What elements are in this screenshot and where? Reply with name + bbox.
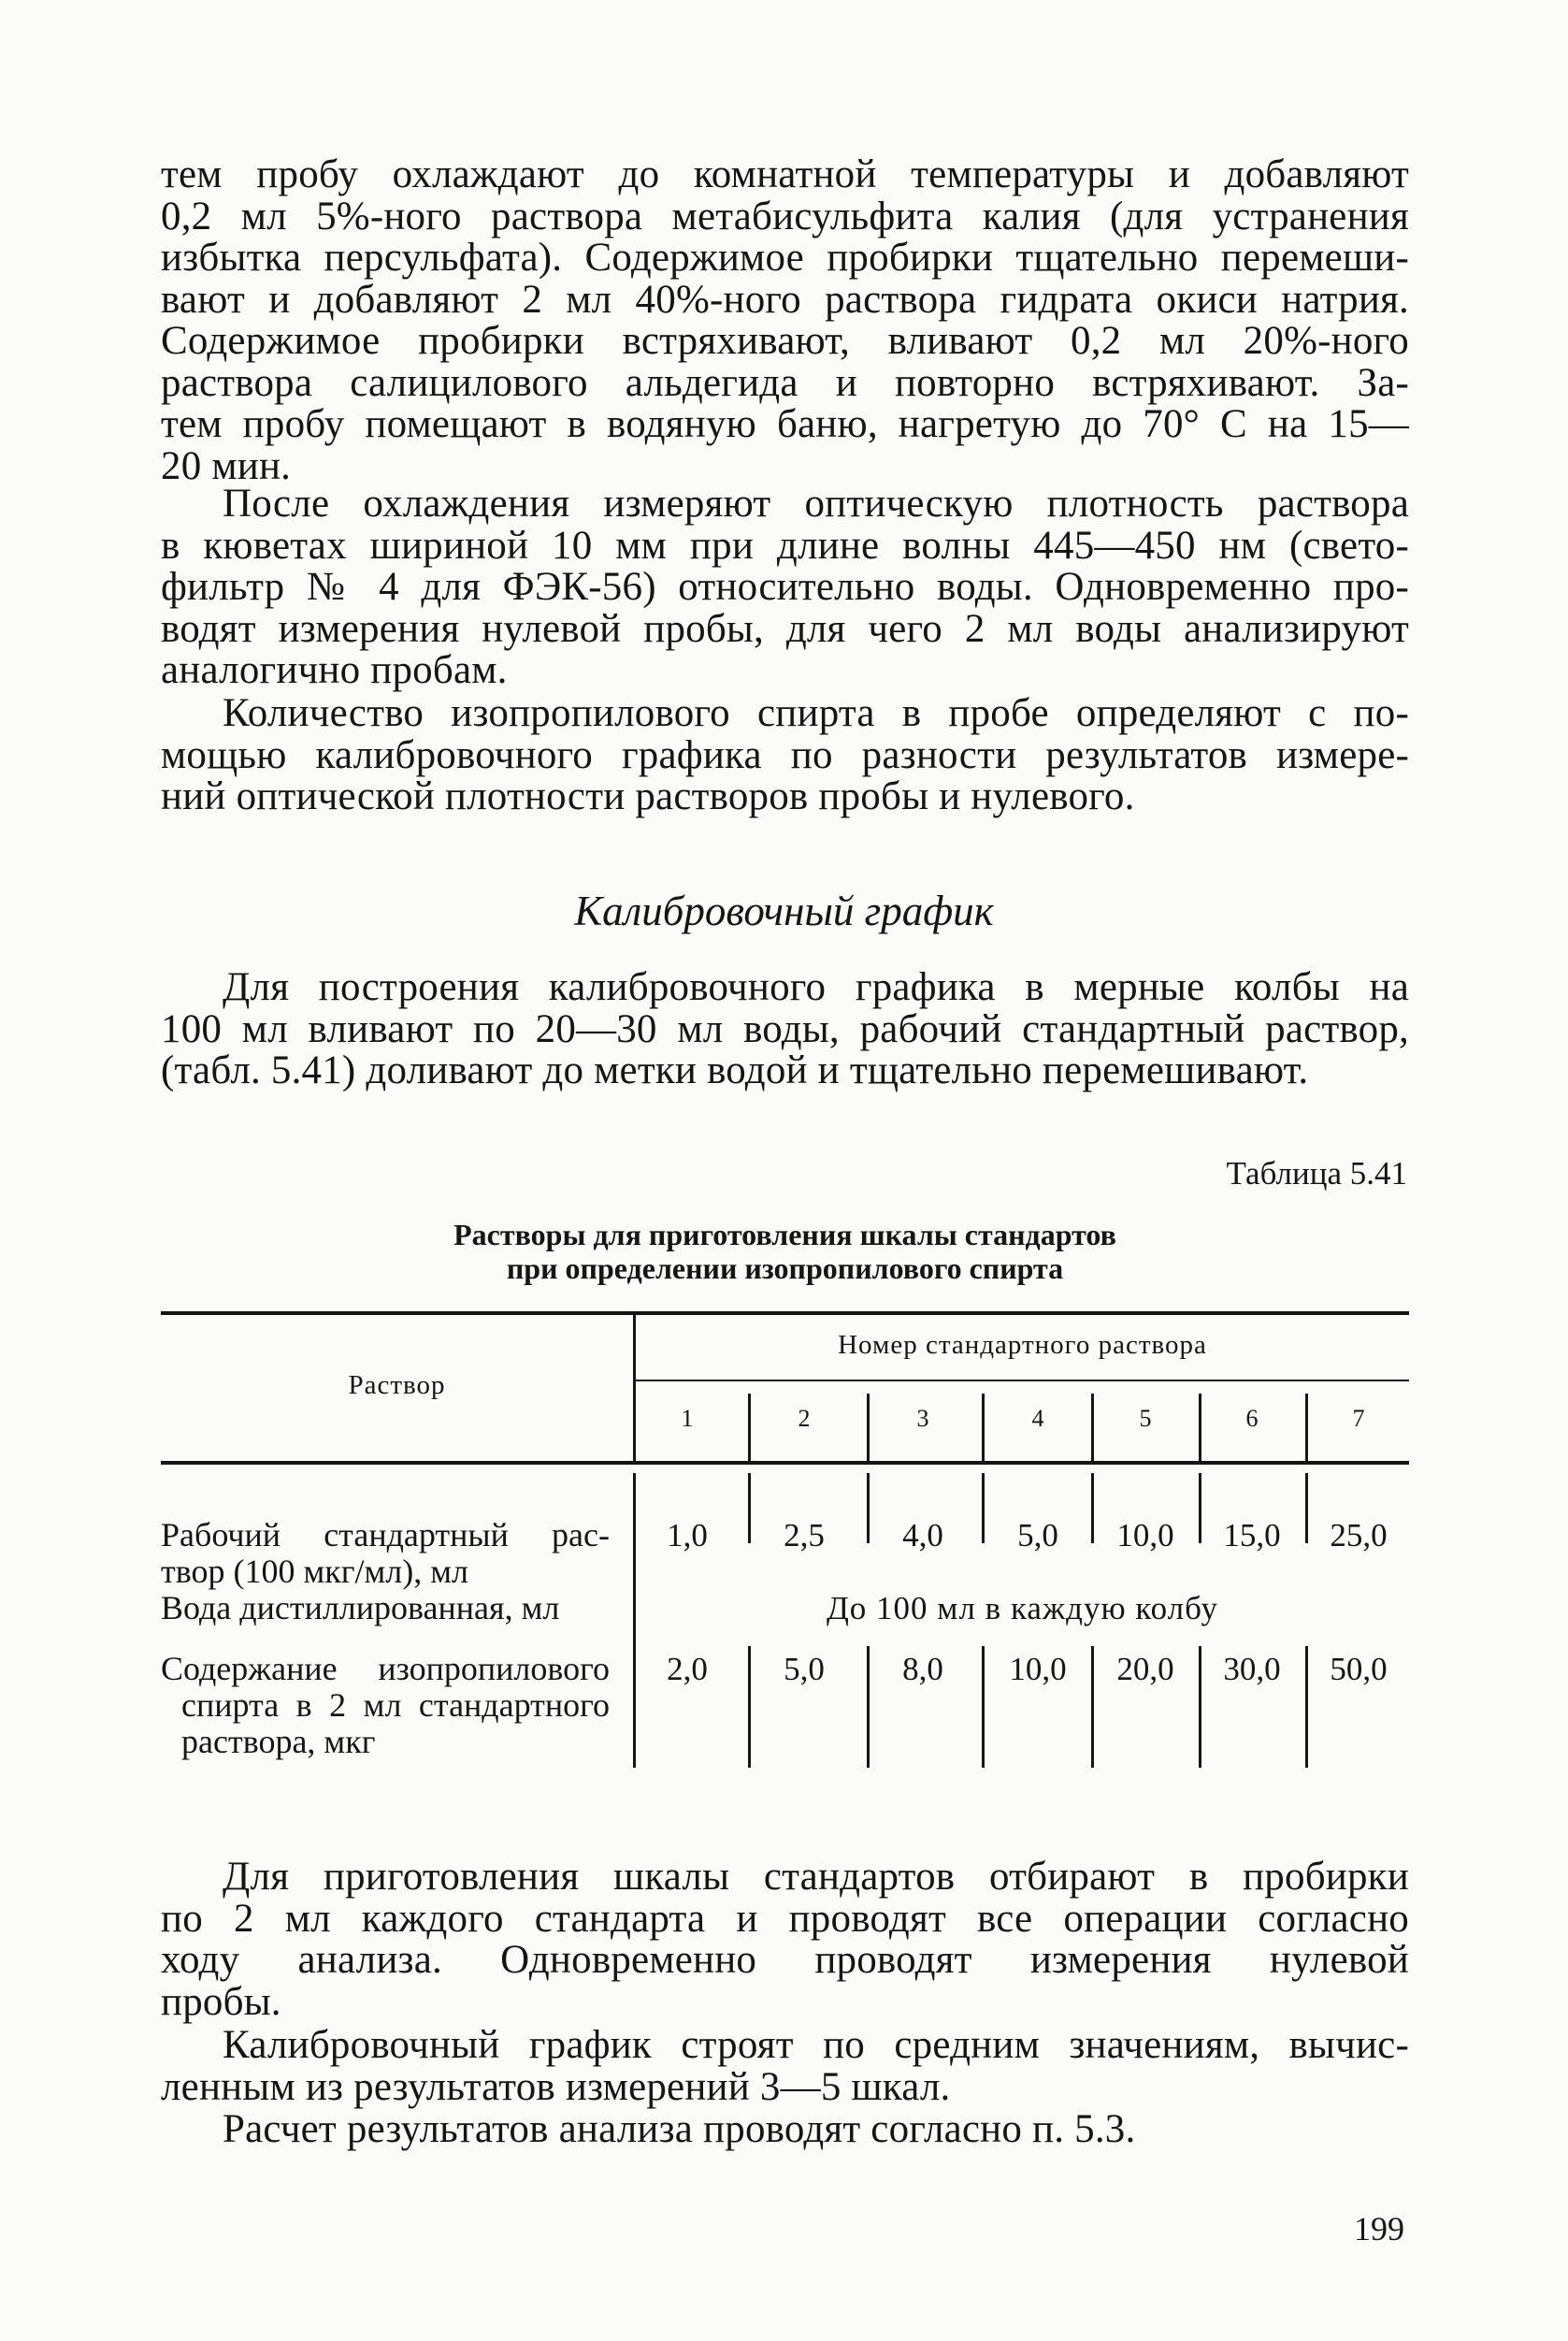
body-divider xyxy=(867,1646,870,1768)
text-line: ленным из результатов измерений 3—5 шкал. xyxy=(161,2064,951,2109)
table-cell: 8,0 xyxy=(902,1651,943,1687)
paragraph-5 xyxy=(161,1857,1409,2023)
text-line: тем пробу помещают в водяную баню, нагретую до 70° С на 15— xyxy=(161,402,1409,446)
table-top-rule xyxy=(161,1311,1409,1315)
text-line: После охлаждения измеряют оптическую плотность раствора xyxy=(223,482,1409,526)
text-line: раствора салицилового альдегида и повторно встряхивают. За- xyxy=(161,360,1409,405)
table-cell: 25,0 xyxy=(1330,1517,1388,1553)
text-line: 20 мин. xyxy=(161,443,292,488)
text-line: Для приготовления шкалы стандартов отбирают в пробирки xyxy=(223,1855,1409,1899)
merged-cell: До 100 мл в каждую колбу xyxy=(826,1590,1219,1626)
col-divider xyxy=(867,1394,870,1461)
row-label-line: спирта в 2 мл стандартного xyxy=(181,1686,610,1724)
group-header-rule xyxy=(636,1380,1409,1381)
row-label-line: раствора, мкг xyxy=(181,1723,376,1760)
row-label-line: Вода дистиллированная, мл xyxy=(161,1589,560,1626)
paragraph-6 xyxy=(161,2025,1409,2108)
col-number: 7 xyxy=(1352,1405,1365,1432)
table-cell: 5,0 xyxy=(1017,1517,1058,1553)
text-line: 100 мл вливают по 20—30 мл воды, рабочий стандартный раствор, xyxy=(161,1006,1409,1051)
col-number: 4 xyxy=(1031,1405,1044,1432)
paragraph-3 xyxy=(161,693,1409,818)
text-line: по 2 мл каждого стандарта и проводят все операции согласно xyxy=(161,1896,1409,1941)
col-header-group: Номер стандартного раствора xyxy=(838,1330,1207,1360)
row-label xyxy=(161,1517,610,1590)
table-cell: 2,0 xyxy=(667,1651,708,1687)
col-divider xyxy=(1199,1394,1201,1461)
text-line: Для построения калибровочного графика в мерные колбы на xyxy=(223,965,1409,1009)
table-cell: 2,5 xyxy=(784,1517,825,1553)
paragraph-1 xyxy=(161,154,1409,487)
text-line: (табл. 5.41) доливают до метки водой и тщательно перемешивают. xyxy=(161,1048,1309,1092)
text-line: Расчет результатов анализа проводят согласно п. 5.3. xyxy=(223,2107,1136,2151)
body-divider xyxy=(982,1646,985,1768)
col-number: 3 xyxy=(916,1405,929,1432)
page-number: 199 xyxy=(1354,2210,1404,2247)
text-line: Количество изопропилового спирта в пробе определяют с по- xyxy=(223,691,1409,735)
text-line: пробы. xyxy=(161,1979,281,2024)
text-line: ний оптической плотности растворов пробы и нулевого. xyxy=(161,774,1135,818)
body-divider xyxy=(748,1646,751,1768)
text-line: 0,2 мл 5%-ного раствора метабисульфита калия (для устранения xyxy=(161,194,1409,238)
col-number: 5 xyxy=(1139,1405,1152,1432)
section-title: Калибровочный график xyxy=(574,888,994,934)
paragraph-2 xyxy=(161,484,1409,692)
table-cell: 30,0 xyxy=(1223,1651,1281,1687)
table-header-rule xyxy=(161,1461,1409,1465)
col-divider xyxy=(748,1394,751,1461)
paragraph-4 xyxy=(161,967,1409,1092)
table-cell: 15,0 xyxy=(1223,1517,1281,1553)
body-divider xyxy=(867,1473,870,1543)
table-cell: 4,0 xyxy=(902,1517,943,1553)
table-label: Таблица 5.41 xyxy=(1226,1155,1407,1192)
caption-line: при определении изопропилового спирта xyxy=(506,1251,1064,1285)
col-number: 1 xyxy=(681,1405,694,1432)
text-line: вают и добавляют 2 мл 40%-ного раствора гидрата окиси натрия. xyxy=(161,277,1409,322)
text-line: фильтр № 4 для ФЭК-56) относительно воды. Одновременно про- xyxy=(161,565,1409,609)
table-cell: 1,0 xyxy=(667,1517,708,1553)
col-number: 2 xyxy=(798,1405,811,1432)
text-line: в кюветах шириной 10 мм при длине волны 445—450 нм (свето- xyxy=(161,523,1409,568)
body-divider xyxy=(748,1473,751,1543)
table-cell: 10,0 xyxy=(1116,1517,1174,1553)
table-cell: 20,0 xyxy=(1116,1651,1174,1687)
col-divider xyxy=(1305,1394,1308,1461)
text-line: тем пробу охлаждают до комнатной температуры и добавляют xyxy=(161,152,1409,196)
table-cell: 10,0 xyxy=(1009,1651,1067,1687)
text-line: ходу анализа. Одновременно проводят измерения нулевой xyxy=(161,1938,1409,1982)
caption-line: Растворы для приготовления шкалы стандартов xyxy=(453,1218,1116,1251)
table-cell: 5,0 xyxy=(784,1651,825,1687)
col-header-raster: Раствор xyxy=(348,1370,446,1400)
text-line: избытка персульфата). Содержимое пробирки тщательно перемеши- xyxy=(161,236,1409,280)
col-number: 6 xyxy=(1245,1405,1259,1432)
row-label xyxy=(161,1651,610,1760)
text-line: мощью калибровочного графика по разности результатов измере- xyxy=(161,732,1409,777)
text-line: Калибровочный график строят по средним значениям, вычис- xyxy=(223,2023,1409,2067)
table-caption xyxy=(161,1218,1409,1285)
text-line: Содержимое пробирки встряхивают, вливают 0,2 мл 20%-ного xyxy=(161,319,1409,363)
col-divider xyxy=(982,1394,985,1461)
text-line: водят измерения нулевой пробы, для чего 2 мл воды анализируют xyxy=(161,606,1409,651)
table-cell: 50,0 xyxy=(1330,1651,1388,1687)
text-line: аналогично пробам. xyxy=(161,648,508,692)
body-divider xyxy=(982,1473,985,1543)
col-divider xyxy=(1091,1394,1094,1461)
row-label-line: Содержание изопропилового xyxy=(161,1650,610,1687)
row-label-line: твор (100 мкг/мл), мл xyxy=(161,1553,468,1590)
row-label-line: Рабочий стандартный рас- xyxy=(161,1516,610,1553)
paragraph-7 xyxy=(161,2109,1409,2151)
row-label xyxy=(161,1590,610,1626)
